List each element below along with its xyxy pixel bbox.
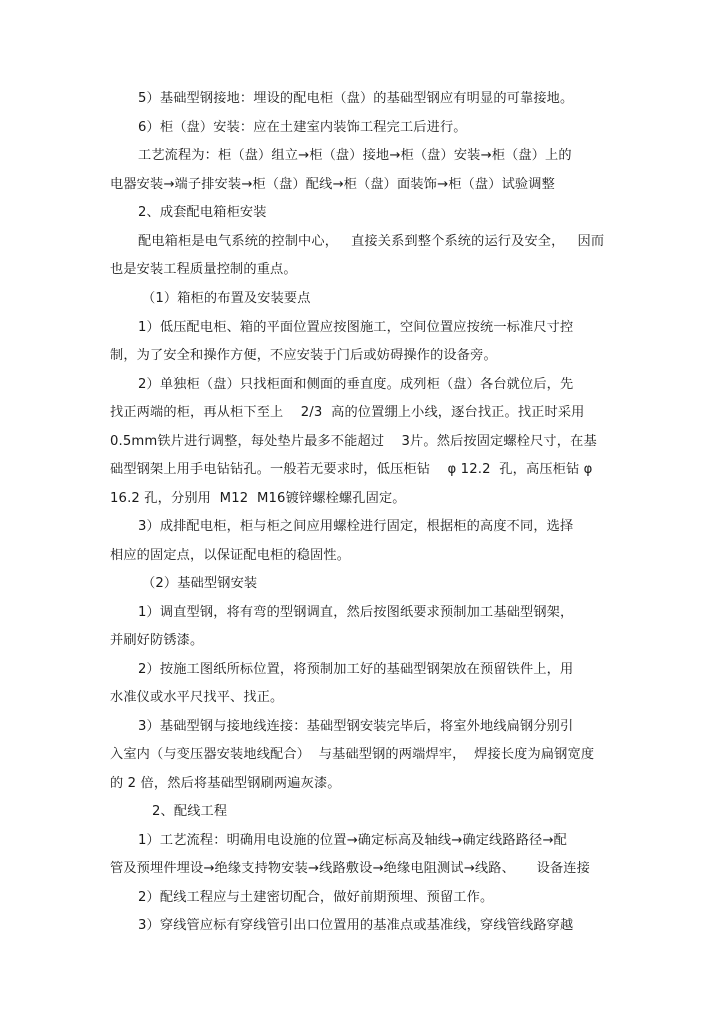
section-heading: 2、成套配电箱柜安装 xyxy=(138,205,267,220)
paragraph-line: 础型钢架上用手电钻钻孔。一般若无要求时，低压柜钻 φ 12.2 孔，高压柜钻 φ xyxy=(110,462,593,477)
paragraph-line: 找正两端的柜，再从柜下至上 2/3 高的位置绷上小线，逐台找正。找正时采用 xyxy=(110,405,585,420)
paragraph-line: 16.2 孔，分别用 M12 M16镀锌螺栓螺孔固定。 xyxy=(110,491,406,506)
paragraph-line: 工艺流程为：柜（盘）组立→柜（盘）接地→柜（盘）安装→柜（盘）上的 xyxy=(138,148,572,163)
paragraph-line: 的 2 倍，然后将基础型钢刷两遍灰漆。 xyxy=(110,776,341,791)
paragraph-line: 5）基础型钢接地：埋设的配电柜（盘）的基础型钢应有明显的可靠接地。 xyxy=(138,91,574,106)
paragraph-line: 1）调直型钢，将有弯的型钢调直，然后按图纸要求预制加工基础型钢架， xyxy=(138,605,574,620)
paragraph-line: 也是安装工程质量控制的重点。 xyxy=(110,262,297,277)
paragraph-line: 6）柜（盘）安装：应在土建室内装饰工程完工后进行。 xyxy=(138,120,467,135)
paragraph-line: 3）成排配电柜，柜与柜之间应用螺栓进行固定，根据柜的高度不同，选择 xyxy=(138,519,574,534)
subsection-heading: （2）基础型钢安装 xyxy=(142,576,258,591)
paragraph-line: 并刷好防锈漆。 xyxy=(110,633,204,648)
paragraph-line: 入室内（与变压器安装地线配合） 与基础型钢的两端焊牢， 焊接长度为扁钢宽度 xyxy=(110,747,595,762)
paragraph-line: 相应的固定点，以保证配电柜的稳固性。 xyxy=(110,548,351,563)
paragraph-line: 电器安装→端子排安装→柜（盘）配线→柜（盘）面装饰→柜（盘）试验调整 xyxy=(110,177,555,192)
paragraph-line: 2）按施工图纸所标位置，将预制加工好的基础型钢架放在预留铁件上，用 xyxy=(138,662,574,677)
paragraph-line: 管及预埋件埋设→绝缘支持物安装→线路敷设→绝缘电阻测试→线路、 设备连接 xyxy=(110,861,590,876)
paragraph-line: 3）基础型钢与接地线连接：基础型钢安装完毕后，将室外地线扁钢分别引 xyxy=(138,719,574,734)
section-heading: 2、配线工程 xyxy=(152,804,228,819)
subsection-heading: （1）箱柜的布置及安装要点 xyxy=(142,291,311,306)
paragraph-line: 0.5mm铁片进行调整，每处垫片最多不能超过 3片。然后按固定螺栓尺寸，在基 xyxy=(110,434,597,449)
paragraph-line: 水准仪或水平尺找平、找正。 xyxy=(110,690,284,705)
paragraph-line: 1）工艺流程：明确用电设施的位置→确定标高及轴线→确定线路路径→配 xyxy=(138,833,567,848)
paragraph-line: 2）单独柜（盘）只找柜面和侧面的垂直度。成列柜（盘）各台就位后，先 xyxy=(138,377,574,392)
paragraph-line: 制，为了安全和操作方便，不应安装于门后或妨碍操作的设备旁。 xyxy=(110,348,497,363)
paragraph-line: 2）配线工程应与土建密切配合，做好前期预埋、预留工作。 xyxy=(138,890,494,905)
paragraph-line: 3）穿线管应标有穿线管引出口位置用的基准点或基准线，穿线管线路穿越 xyxy=(138,918,574,933)
paragraph-line: 配电箱柜是电气系统的控制中心， 直接关系到整个系统的运行及安全， 因而 xyxy=(138,234,605,249)
paragraph-line: 1）低压配电柜、箱的平面位置应按图施工，空间位置应按统一标准尺寸控 xyxy=(138,320,574,335)
